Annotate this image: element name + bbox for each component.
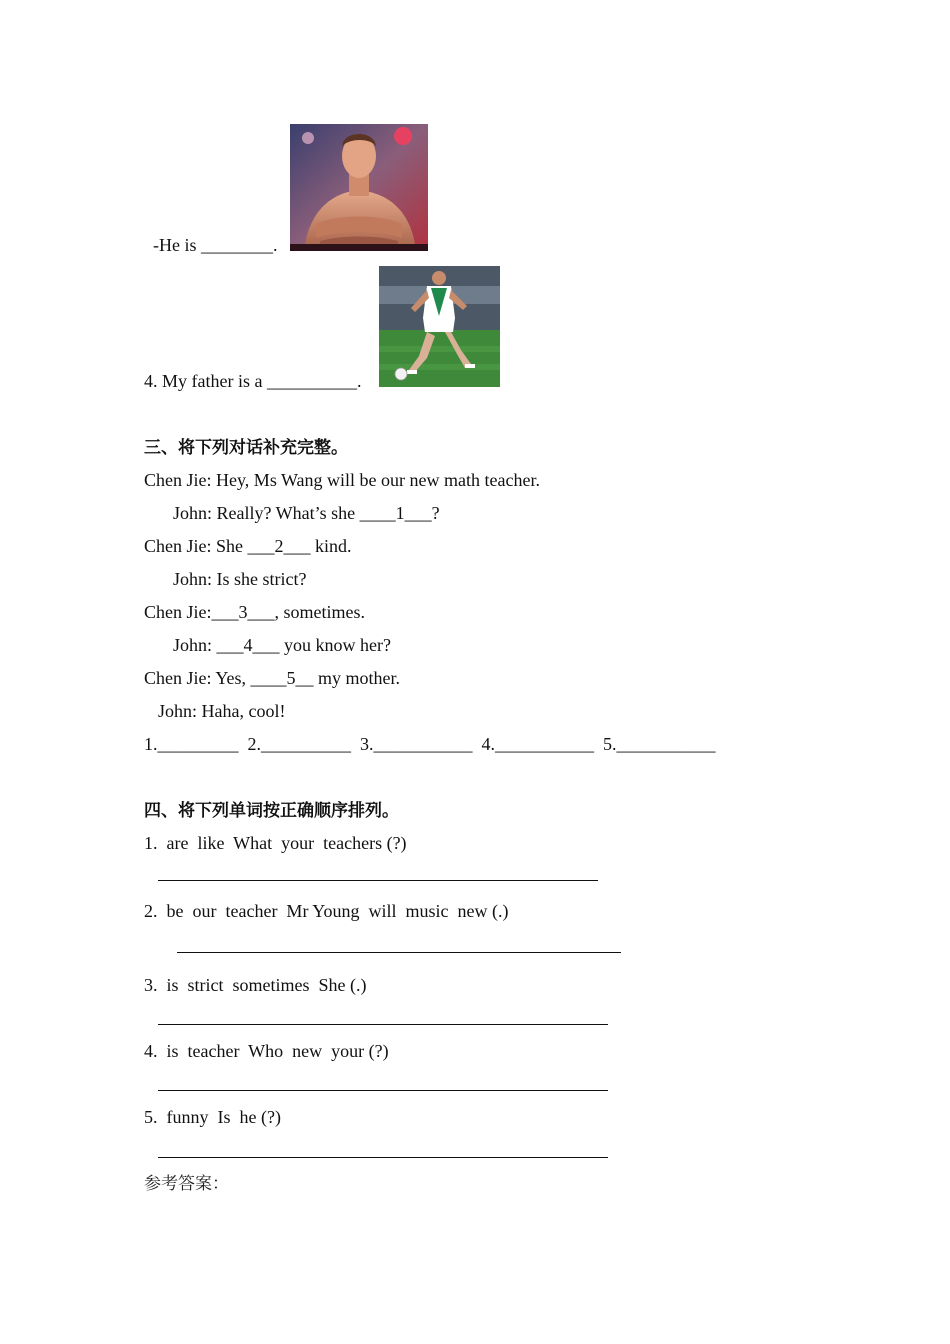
dialogue-line: Chen Jie:___3___, sometimes. xyxy=(144,602,365,622)
muscular-man-photo xyxy=(290,124,428,251)
answer-line xyxy=(158,1157,608,1158)
reorder-item: 4. is teacher Who new your (?) xyxy=(144,1041,389,1061)
dialogue-line: Chen Jie: Yes, ____5__ my mother. xyxy=(144,668,401,688)
q3-sentence: -He is ________. xyxy=(153,235,278,255)
answer-line xyxy=(177,952,621,953)
dialogue-line: John: ___4___ you know her? xyxy=(173,635,391,655)
dialogue-line: John: Really? What’s she ____1___? xyxy=(173,503,440,523)
dialogue-line: John: Is she strict? xyxy=(173,569,307,589)
answer-blanks-row: 1._________ 2.__________ 3.___________ 4.___________ 5.___________ xyxy=(144,734,716,754)
answer-line xyxy=(158,1024,608,1025)
answers-title: 参考答案： xyxy=(144,1174,229,1194)
q4-sentence: 4. My father is a __________. xyxy=(144,371,362,391)
reorder-item: 3. is strict sometimes She (.) xyxy=(144,975,367,995)
football-player-photo xyxy=(379,266,500,387)
section4-heading: 四、将下列单词按正确顺序排列。 xyxy=(144,801,399,821)
dialogue-line: Chen Jie: She ___2___ kind. xyxy=(144,536,352,556)
answer-line xyxy=(158,1090,608,1091)
reorder-item: 5. funny Is he (?) xyxy=(144,1107,281,1127)
reorder-item: 2. be our teacher Mr Young will music new (.) xyxy=(144,901,509,921)
section3-heading: 三、将下列对话补充完整。 xyxy=(144,438,348,458)
reorder-item: 1. are like What your teachers (?) xyxy=(144,833,407,853)
answer-line xyxy=(158,880,598,881)
dialogue-line: John: Haha, cool! xyxy=(158,701,286,721)
dialogue-line: Chen Jie: Hey, Ms Wang will be our new math teacher. xyxy=(144,470,540,490)
